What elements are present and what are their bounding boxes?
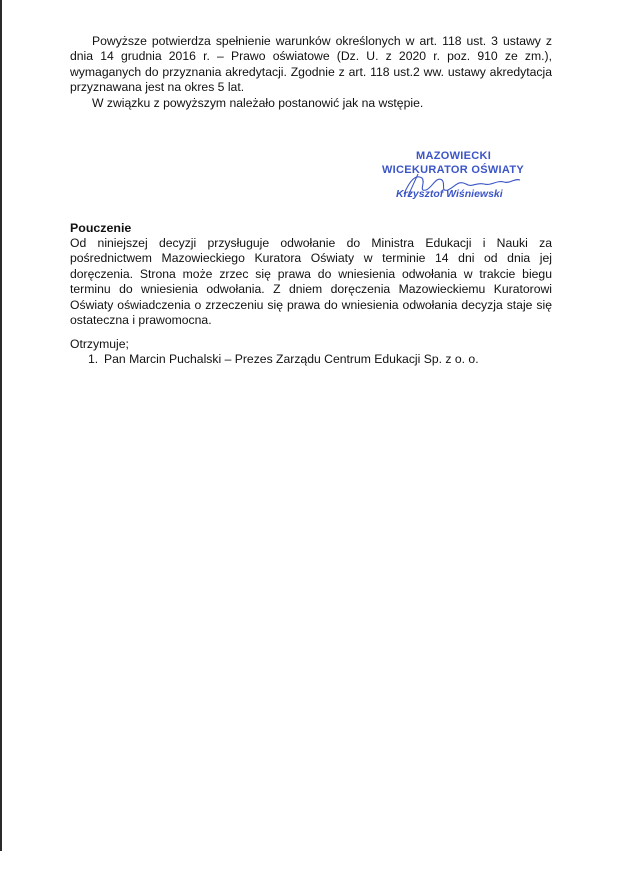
conclusion-paragraph: W związku z powyższym należało postanowić jak na wstępie. [92, 96, 424, 110]
recipients-label: Otrzymuje; [70, 337, 129, 351]
instruction-heading: Pouczenie [70, 221, 132, 235]
instruction-text: Od niniejszej decyzji przysługuje odwołanie do Ministra Edukacji i Nauki za pośrednictwem Mazowieckiego Kuratora Oświaty w terminie 14 dni od dnia jej doręczenia. Strona może zrzec się prawa do wniesienia odwołania w trakcie biegu terminu do wniesienia odwołania. Z dniem doręczenia Mazowieckiemu Kuratorowi Oświaty oświadczenia o zrzeczeniu się prawa do wniesienia odwołania decyzja staje się ostateczna i prawomocna. [70, 236, 552, 328]
accreditation-paragraph: Powyższe potwierdza spełnienie warunków określonych w art. 118 ust. 3 ustawy z dnia 14 grudnia 2016 r. – Prawo oświatowe (Dz. U. z 2020 r. poz. 910 ze zm.), wymaganych do przyznania akredytacji. Zgodnie z art. 118 ust.2 ww. ustawy akredytacja przyznawana jest na okres 5 lat. [70, 34, 552, 95]
recipients-list [88, 352, 479, 367]
stamp-signatory-name: Krzysztof Wiśniewski [396, 188, 503, 200]
official-stamp [378, 150, 538, 210]
list-item-number: 1. [88, 352, 99, 366]
list-item [88, 352, 479, 367]
list-item-text: Pan Marcin Puchalski – Prezes Zarządu Centrum Edukacji Sp. z o. o. [104, 352, 479, 366]
stamp-position: WICEKURATOR OŚWIATY [382, 164, 524, 176]
stamp-title: MAZOWIECKI [416, 150, 492, 162]
scan-edge-line [0, 0, 2, 851]
